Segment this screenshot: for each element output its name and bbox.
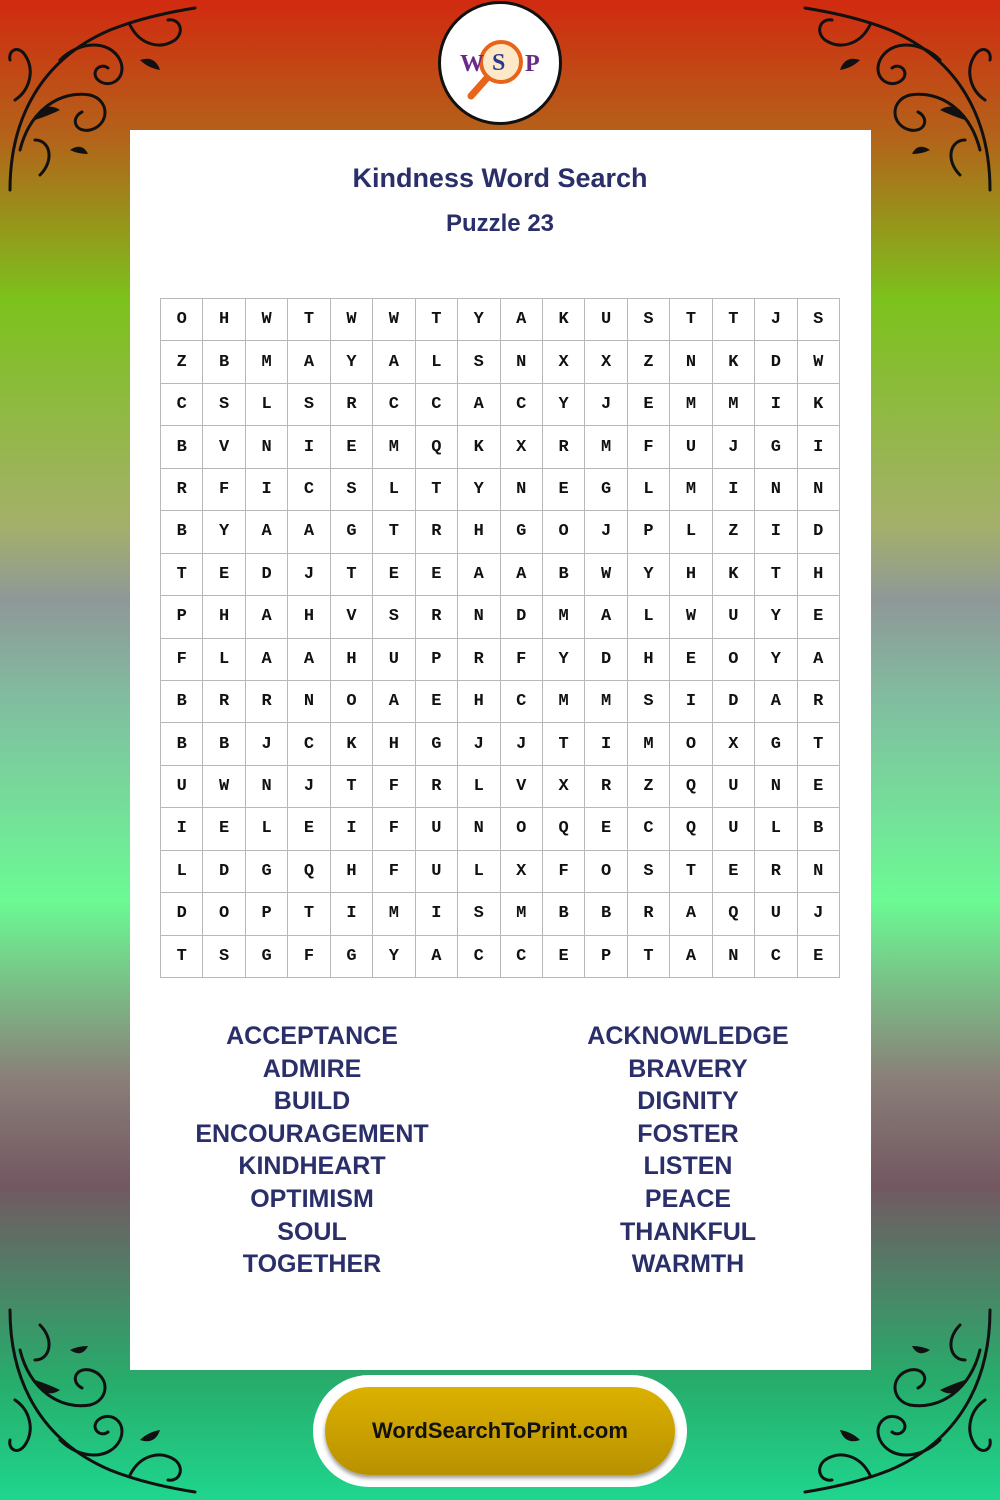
- grid-cell: C: [501, 384, 543, 426]
- grid-cell: D: [798, 511, 840, 553]
- grid-cell: U: [755, 893, 797, 935]
- grid-cell: O: [713, 639, 755, 681]
- grid-cell: C: [416, 384, 458, 426]
- grid-cell: A: [585, 596, 627, 638]
- grid-cell: Y: [458, 469, 500, 511]
- grid-cell: J: [713, 426, 755, 468]
- grid-cell: N: [670, 341, 712, 383]
- grid-cell: J: [288, 554, 330, 596]
- grid-cell: U: [713, 596, 755, 638]
- grid-cell: M: [373, 893, 415, 935]
- word-list-item: ADMIRE: [262, 1054, 362, 1083]
- grid-cell: L: [670, 511, 712, 553]
- grid-cell: H: [331, 639, 373, 681]
- grid-cell: E: [543, 469, 585, 511]
- grid-cell: H: [670, 554, 712, 596]
- grid-cell: V: [331, 596, 373, 638]
- grid-cell: D: [246, 554, 288, 596]
- grid-cell: U: [713, 808, 755, 850]
- grid-cell: Y: [755, 596, 797, 638]
- grid-cell: A: [416, 936, 458, 978]
- grid-cell: Q: [670, 808, 712, 850]
- grid-cell: J: [501, 723, 543, 765]
- grid-cell: X: [585, 341, 627, 383]
- grid-cell: R: [543, 426, 585, 468]
- grid-cell: I: [288, 426, 330, 468]
- grid-cell: X: [543, 766, 585, 808]
- grid-cell: M: [713, 384, 755, 426]
- grid-cell: T: [628, 936, 670, 978]
- grid-cell: D: [203, 851, 245, 893]
- grid-cell: I: [331, 808, 373, 850]
- grid-cell: Y: [458, 299, 500, 341]
- grid-cell: L: [628, 596, 670, 638]
- word-list-item: SOUL: [277, 1217, 347, 1246]
- grid-cell: N: [246, 766, 288, 808]
- grid-cell: S: [203, 936, 245, 978]
- grid-cell: F: [373, 851, 415, 893]
- grid-cell: E: [416, 681, 458, 723]
- grid-cell: A: [246, 596, 288, 638]
- word-list-item: ACCEPTANCE: [226, 1022, 398, 1050]
- grid-cell: H: [203, 299, 245, 341]
- grid-cell: S: [628, 681, 670, 723]
- page-title: Kindness Word Search: [352, 163, 648, 193]
- grid-cell: B: [161, 723, 203, 765]
- grid-cell: M: [670, 384, 712, 426]
- footer-badge: [313, 1375, 687, 1487]
- grid-cell: P: [246, 893, 288, 935]
- grid-cell: R: [755, 851, 797, 893]
- grid-cell: B: [161, 511, 203, 553]
- grid-cell: Y: [203, 511, 245, 553]
- grid-cell: T: [288, 893, 330, 935]
- website-link-button[interactable]: WordSearchToPrint.com: [325, 1387, 675, 1475]
- grid-cell: N: [246, 426, 288, 468]
- grid-cell: N: [501, 469, 543, 511]
- grid-cell: H: [331, 851, 373, 893]
- grid-cell: R: [416, 596, 458, 638]
- grid-cell: W: [585, 554, 627, 596]
- grid-cell: E: [203, 554, 245, 596]
- grid-cell: A: [288, 341, 330, 383]
- grid-cell: G: [585, 469, 627, 511]
- logo-letter-p: P: [525, 51, 540, 77]
- grid-cell: X: [501, 426, 543, 468]
- grid-cell: H: [203, 596, 245, 638]
- grid-cell: R: [331, 384, 373, 426]
- magnifier-icon: [441, 4, 559, 122]
- word-list-item: ACKNOWLEDGE: [587, 1022, 789, 1050]
- grid-cell: P: [585, 936, 627, 978]
- grid-cell: N: [713, 936, 755, 978]
- grid-cell: I: [161, 808, 203, 850]
- grid-cell: W: [331, 299, 373, 341]
- grid-cell: O: [331, 681, 373, 723]
- grid-cell: F: [161, 639, 203, 681]
- grid-cell: G: [416, 723, 458, 765]
- grid-cell: U: [416, 808, 458, 850]
- grid-cell: S: [628, 299, 670, 341]
- grid-cell: R: [798, 681, 840, 723]
- grid-cell: M: [628, 723, 670, 765]
- grid-cell: E: [416, 554, 458, 596]
- grid-cell: T: [161, 936, 203, 978]
- grid-cell: G: [246, 936, 288, 978]
- grid-cell: J: [585, 511, 627, 553]
- grid-cell: D: [713, 681, 755, 723]
- grid-cell: D: [755, 341, 797, 383]
- grid-cell: T: [798, 723, 840, 765]
- grid-cell: A: [798, 639, 840, 681]
- grid-cell: R: [416, 511, 458, 553]
- grid-cell: Y: [755, 639, 797, 681]
- grid-cell: L: [416, 341, 458, 383]
- grid-cell: J: [246, 723, 288, 765]
- grid-cell: T: [670, 851, 712, 893]
- grid-cell: F: [501, 639, 543, 681]
- grid-cell: U: [416, 851, 458, 893]
- grid-cell: Y: [331, 341, 373, 383]
- grid-cell: L: [458, 766, 500, 808]
- grid-cell: Z: [628, 766, 670, 808]
- grid-cell: W: [373, 299, 415, 341]
- grid-cell: A: [458, 554, 500, 596]
- grid-cell: E: [713, 851, 755, 893]
- grid-cell: M: [585, 681, 627, 723]
- grid-cell: T: [161, 554, 203, 596]
- grid-cell: I: [798, 426, 840, 468]
- grid-cell: B: [543, 893, 585, 935]
- grid-cell: T: [331, 554, 373, 596]
- grid-cell: I: [331, 893, 373, 935]
- grid-cell: R: [628, 893, 670, 935]
- grid-cell: G: [331, 511, 373, 553]
- grid-cell: U: [161, 766, 203, 808]
- grid-cell: I: [713, 469, 755, 511]
- grid-cell: W: [798, 341, 840, 383]
- grid-cell: O: [670, 723, 712, 765]
- grid-cell: T: [416, 299, 458, 341]
- wsp-logo: [438, 1, 562, 125]
- grid-cell: Y: [543, 384, 585, 426]
- grid-cell: C: [288, 469, 330, 511]
- grid-cell: G: [501, 511, 543, 553]
- grid-cell: V: [203, 426, 245, 468]
- grid-cell: Q: [543, 808, 585, 850]
- grid-cell: M: [246, 341, 288, 383]
- grid-cell: T: [755, 554, 797, 596]
- grid-cell: W: [246, 299, 288, 341]
- grid-cell: J: [458, 723, 500, 765]
- grid-cell: F: [203, 469, 245, 511]
- grid-cell: B: [585, 893, 627, 935]
- grid-cell: R: [246, 681, 288, 723]
- word-list-item: BUILD: [273, 1087, 351, 1116]
- grid-cell: K: [543, 299, 585, 341]
- grid-cell: O: [501, 808, 543, 850]
- grid-cell: J: [585, 384, 627, 426]
- word-list-item: THANKFUL: [619, 1217, 757, 1246]
- grid-cell: T: [713, 299, 755, 341]
- grid-cell: A: [373, 341, 415, 383]
- grid-cell: B: [161, 681, 203, 723]
- grid-cell: M: [543, 681, 585, 723]
- grid-cell: B: [203, 723, 245, 765]
- grid-cell: X: [501, 851, 543, 893]
- word-list-item: OPTIMISM: [250, 1184, 374, 1213]
- grid-cell: C: [755, 936, 797, 978]
- grid-cell: Y: [543, 639, 585, 681]
- grid-cell: P: [628, 511, 670, 553]
- grid-cell: G: [331, 936, 373, 978]
- grid-cell: W: [670, 596, 712, 638]
- grid-cell: E: [798, 936, 840, 978]
- grid-cell: M: [585, 426, 627, 468]
- grid-cell: H: [628, 639, 670, 681]
- grid-cell: M: [373, 426, 415, 468]
- grid-cell: L: [246, 384, 288, 426]
- grid-cell: R: [203, 681, 245, 723]
- grid-cell: S: [458, 893, 500, 935]
- grid-cell: F: [373, 808, 415, 850]
- grid-cell: T: [670, 299, 712, 341]
- grid-cell: H: [458, 511, 500, 553]
- grid-cell: L: [246, 808, 288, 850]
- grid-cell: O: [543, 511, 585, 553]
- grid-cell: F: [373, 766, 415, 808]
- grid-cell: S: [203, 384, 245, 426]
- grid-cell: E: [585, 808, 627, 850]
- grid-cell: J: [755, 299, 797, 341]
- grid-cell: H: [288, 596, 330, 638]
- grid-cell: E: [798, 596, 840, 638]
- puzzle-number: Puzzle 23: [445, 210, 555, 237]
- grid-cell: I: [670, 681, 712, 723]
- grid-cell: K: [713, 554, 755, 596]
- grid-cell: P: [161, 596, 203, 638]
- grid-cell: C: [161, 384, 203, 426]
- grid-cell: H: [373, 723, 415, 765]
- grid-cell: T: [416, 469, 458, 511]
- grid-cell: C: [458, 936, 500, 978]
- grid-cell: I: [585, 723, 627, 765]
- grid-cell: S: [628, 851, 670, 893]
- grid-cell: Z: [628, 341, 670, 383]
- grid-cell: I: [416, 893, 458, 935]
- grid-cell: N: [501, 341, 543, 383]
- grid-cell: N: [755, 469, 797, 511]
- grid-cell: T: [331, 766, 373, 808]
- grid-cell: R: [161, 469, 203, 511]
- word-list-item: ENCOURAGEMENT: [195, 1119, 429, 1148]
- grid-cell: T: [288, 299, 330, 341]
- grid-cell: K: [798, 384, 840, 426]
- grid-cell: M: [543, 596, 585, 638]
- word-list-item: WARMTH: [631, 1250, 745, 1279]
- grid-cell: Y: [628, 554, 670, 596]
- grid-cell: E: [373, 554, 415, 596]
- grid-cell: A: [288, 511, 330, 553]
- word-list-item: KINDHEART: [238, 1152, 386, 1181]
- grid-cell: D: [161, 893, 203, 935]
- grid-cell: N: [458, 596, 500, 638]
- grid-cell: E: [203, 808, 245, 850]
- grid-cell: R: [585, 766, 627, 808]
- grid-cell: G: [755, 723, 797, 765]
- grid-cell: D: [585, 639, 627, 681]
- grid-cell: K: [458, 426, 500, 468]
- grid-cell: S: [373, 596, 415, 638]
- grid-cell: U: [585, 299, 627, 341]
- grid-cell: A: [288, 639, 330, 681]
- grid-cell: X: [543, 341, 585, 383]
- logo-letter-w: W: [460, 51, 484, 77]
- grid-cell: H: [458, 681, 500, 723]
- word-list-item: FOSTER: [637, 1119, 739, 1148]
- grid-cell: Q: [713, 893, 755, 935]
- grid-cell: C: [288, 723, 330, 765]
- word-list-left: [142, 1020, 482, 1281]
- grid-cell: B: [203, 341, 245, 383]
- grid-cell: L: [203, 639, 245, 681]
- word-list-item: BRAVERY: [628, 1054, 748, 1083]
- grid-cell: A: [458, 384, 500, 426]
- grid-cell: E: [331, 426, 373, 468]
- grid-cell: M: [501, 893, 543, 935]
- grid-cell: T: [373, 511, 415, 553]
- grid-cell: S: [288, 384, 330, 426]
- grid-cell: C: [628, 808, 670, 850]
- word-list-item: TOGETHER: [242, 1250, 382, 1279]
- grid-cell: I: [755, 511, 797, 553]
- grid-cell: C: [373, 384, 415, 426]
- grid-cell: L: [373, 469, 415, 511]
- grid-cell: Q: [416, 426, 458, 468]
- grid-cell: J: [288, 766, 330, 808]
- grid-cell: A: [501, 554, 543, 596]
- grid-cell: Y: [373, 936, 415, 978]
- grid-cell: E: [628, 384, 670, 426]
- grid-cell: A: [246, 639, 288, 681]
- grid-cell: W: [203, 766, 245, 808]
- grid-cell: V: [501, 766, 543, 808]
- grid-cell: L: [755, 808, 797, 850]
- grid-cell: F: [288, 936, 330, 978]
- grid-cell: E: [798, 766, 840, 808]
- grid-cell: U: [373, 639, 415, 681]
- logo-letter-s: S: [492, 50, 506, 76]
- word-list-item: LISTEN: [643, 1152, 733, 1181]
- grid-cell: G: [246, 851, 288, 893]
- grid-cell: Z: [713, 511, 755, 553]
- grid-cell: E: [288, 808, 330, 850]
- grid-cell: N: [755, 766, 797, 808]
- grid-cell: F: [543, 851, 585, 893]
- grid-cell: B: [543, 554, 585, 596]
- grid-cell: U: [670, 426, 712, 468]
- grid-cell: N: [798, 851, 840, 893]
- grid-cell: L: [458, 851, 500, 893]
- grid-cell: K: [713, 341, 755, 383]
- grid-cell: G: [755, 426, 797, 468]
- grid-cell: T: [543, 723, 585, 765]
- grid-cell: J: [798, 893, 840, 935]
- grid-cell: C: [501, 681, 543, 723]
- grid-cell: N: [798, 469, 840, 511]
- grid-cell: N: [288, 681, 330, 723]
- word-list-item: DIGNITY: [637, 1087, 739, 1116]
- grid-cell: B: [161, 426, 203, 468]
- grid-cell: L: [628, 469, 670, 511]
- grid-cell: S: [458, 341, 500, 383]
- grid-cell: A: [670, 893, 712, 935]
- word-list-right: [518, 1020, 858, 1281]
- grid-cell: X: [713, 723, 755, 765]
- grid-cell: R: [458, 639, 500, 681]
- grid-cell: S: [331, 469, 373, 511]
- grid-cell: L: [161, 851, 203, 893]
- grid-cell: E: [543, 936, 585, 978]
- grid-cell: S: [798, 299, 840, 341]
- grid-cell: K: [331, 723, 373, 765]
- grid-cell: A: [246, 511, 288, 553]
- grid-cell: Q: [670, 766, 712, 808]
- word-list-item: PEACE: [644, 1184, 732, 1213]
- grid-cell: D: [501, 596, 543, 638]
- grid-cell: U: [713, 766, 755, 808]
- grid-cell: E: [670, 639, 712, 681]
- grid-cell: C: [501, 936, 543, 978]
- grid-cell: R: [416, 766, 458, 808]
- grid-cell: P: [416, 639, 458, 681]
- grid-cell: F: [628, 426, 670, 468]
- grid-cell: H: [798, 554, 840, 596]
- grid-cell: Q: [288, 851, 330, 893]
- grid-cell: A: [670, 936, 712, 978]
- grid-cell: Z: [161, 341, 203, 383]
- grid-cell: O: [161, 299, 203, 341]
- grid-cell: A: [501, 299, 543, 341]
- grid-cell: A: [755, 681, 797, 723]
- grid-cell: I: [246, 469, 288, 511]
- grid-cell: A: [373, 681, 415, 723]
- grid-cell: O: [203, 893, 245, 935]
- grid-cell: N: [458, 808, 500, 850]
- letter-grid: [160, 298, 840, 978]
- grid-cell: B: [798, 808, 840, 850]
- grid-cell: I: [755, 384, 797, 426]
- grid-cell: O: [585, 851, 627, 893]
- grid-cell: M: [670, 469, 712, 511]
